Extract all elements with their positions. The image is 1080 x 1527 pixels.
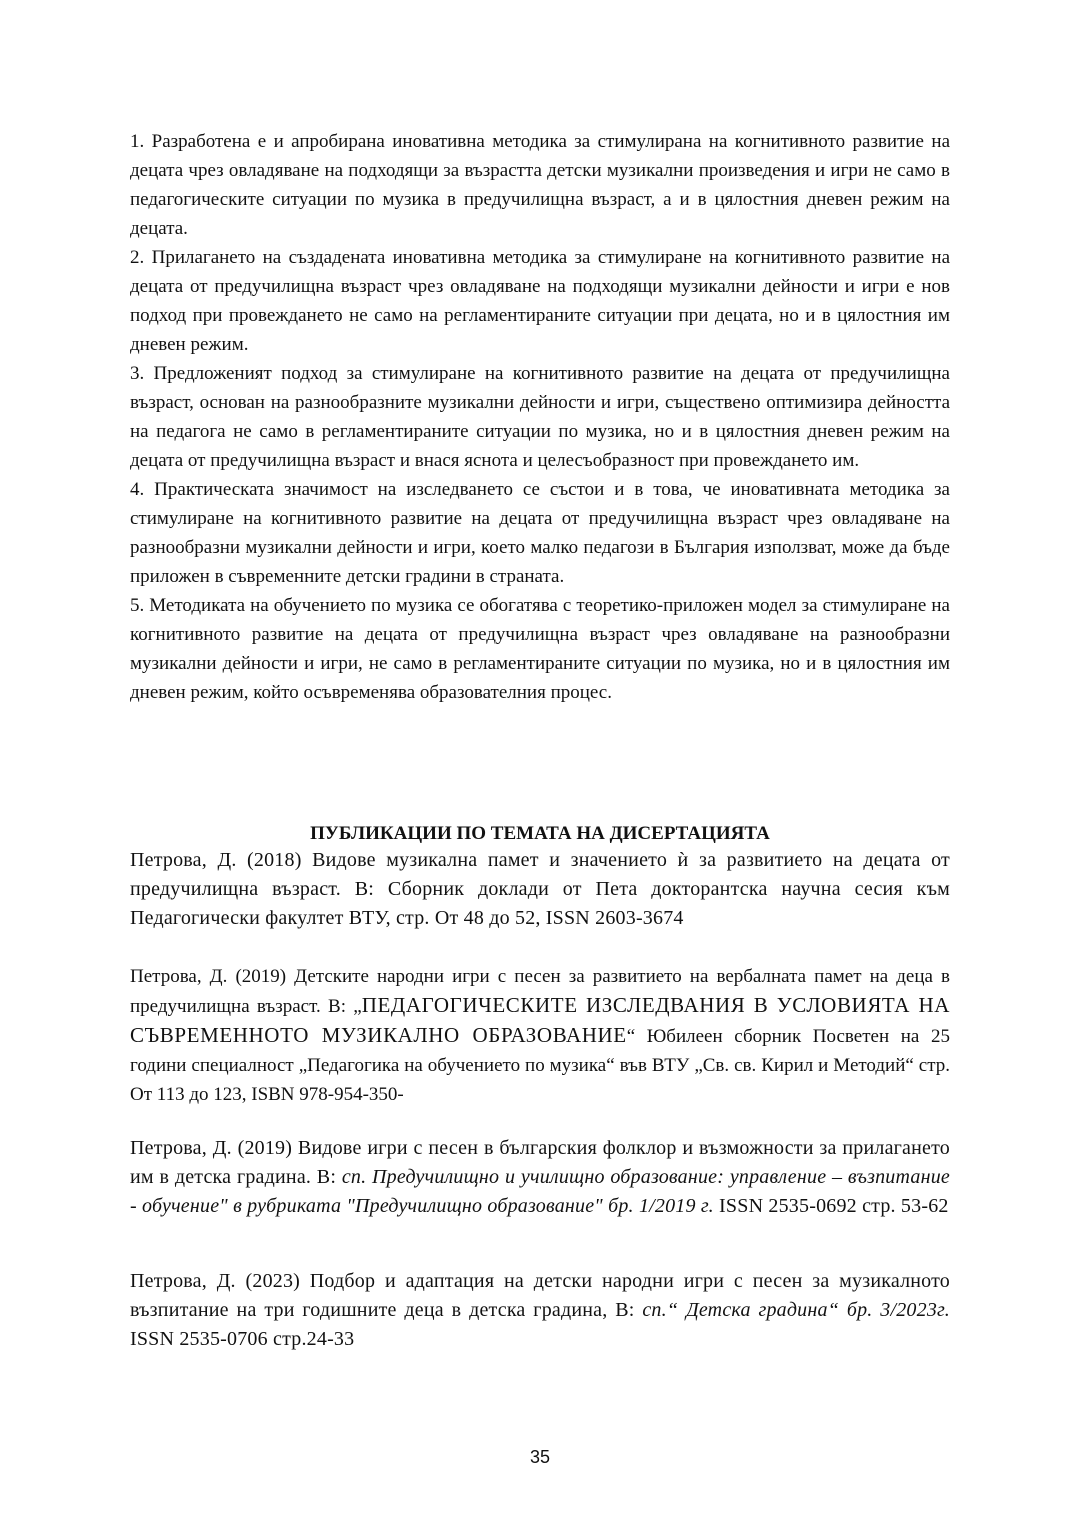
publication-entry <box>130 846 950 933</box>
publication-text: ISSN 2535-0692 стр. 53-62 <box>713 1195 949 1217</box>
publication-title-caps: ПЕДАГОГИЧЕСКИТЕ ИЗСЛЕДВАНИЯ В УСЛОВИЯТА НА СЪВРЕМЕННОТО МУЗИКАЛНО ОБРАЗОВАНИЕ <box>130 993 950 1047</box>
contribution-item: 2. Прилагането на създадената иновативна методика за стимулиране на когнитивното развитие на децата от предучилищна възраст чрез овладяване на подходящи музикални дейности и игри е нов подход при провеждането не само на регламентираните ситуации при децата, но и в цялостния им дневен режим. <box>130 247 950 355</box>
publication-journal: сп. Предучилищно и училищно образование: управление – възпитание - обучение" в рубриката "Предучилищно образование" бр. 1/2019 г. <box>130 1166 950 1217</box>
publication-journal: сп.“ Детска градина“ бр. 3/2023г. <box>642 1299 950 1321</box>
contribution-item: 5. Методиката на обучението по музика се обогатява с теоретико-приложен модел за стимулиране на когнитивното развитие на децата от предучилищна възраст чрез овладяване на разнообразни музикални дейности и игри, не само в регламентираните ситуации по музика, но и в цялостния им дневен режим, който осъвременява образователния процес. <box>130 595 950 703</box>
publication-text: “ Юбилеен сборник Посветен на 25 години специалност „Педагогика на обучението по музика“ във ВТУ „Св. св. Кирил и Методий“ стр. От 113 до 123, ISBN 978-954-350- <box>130 1026 950 1105</box>
publication-text: Петрова, Д. (2023) Подбор и адаптация на детски народни игри с песен за музикалното възпитание на три годишните деца в детска градина, В: <box>130 1270 950 1321</box>
publication-entry <box>130 1267 950 1354</box>
page-number: 35 <box>529 1447 551 1467</box>
publication-text: ISSN 2535-0706 стр.24-33 <box>130 1328 355 1350</box>
contributions-list <box>130 127 950 707</box>
publications-heading: ПУБЛИКАЦИИ ПО ТЕМАТА НА ДИСЕРТАЦИЯТА <box>310 823 770 844</box>
publication-entry <box>130 962 950 1109</box>
contribution-item: 4. Практическата значимост на изследването се състои и в това, че иновативната методика за стимулиране на когнитивното развитие на децата от предучилищна възраст чрез овладяване на разнообразни музикални дейности и игри, което малко педагози в България използват, може да бъде приложен в съвременните детски градини в страната. <box>130 479 950 587</box>
publication-text: Петрова, Д. (2019) Видове игри с песен в българския фолклор и възможности за прилагането им в детска градина. В: <box>130 1137 950 1188</box>
publication-entry <box>130 1134 950 1221</box>
publication-text: Петрова, Д. (2018) Видове музикална памет и значението ѝ за развитието на децата от предучилищна възраст. В: Сборник доклади от Пета докторантска научна сесия към Педагогически факултет ВТУ, стр. От 48 до 52, ISSN 2603-3674 <box>130 849 950 929</box>
contribution-item: 1. Разработена е и апробирана иновативна методика за стимулирана на когнитивното развитие на децата чрез овладяване на подходящи за възрастта детски музикални произведения и игри не само в педагогическите ситуации по музика в предучилищна възраст, а и в цялостния дневен режим на децата. <box>130 131 950 239</box>
contribution-item: 3. Предложеният подход за стимулиране на когнитивното развитие на децата от предучилищна възраст, основан на разнообразните музикални дейности и игри, съществено оптимизира дейността на педагога не само в регламентираните ситуации по музика, но и в цялостния дневен режим на децата от предучилищна възраст и внася яснота и целесъобразност при провеждането им. <box>130 363 950 471</box>
publication-text: Петрова, Д. (2019) Детските народни игри с песен за развитието на вербалната памет на деца в предучилищна възраст. В: „ <box>130 966 950 1017</box>
